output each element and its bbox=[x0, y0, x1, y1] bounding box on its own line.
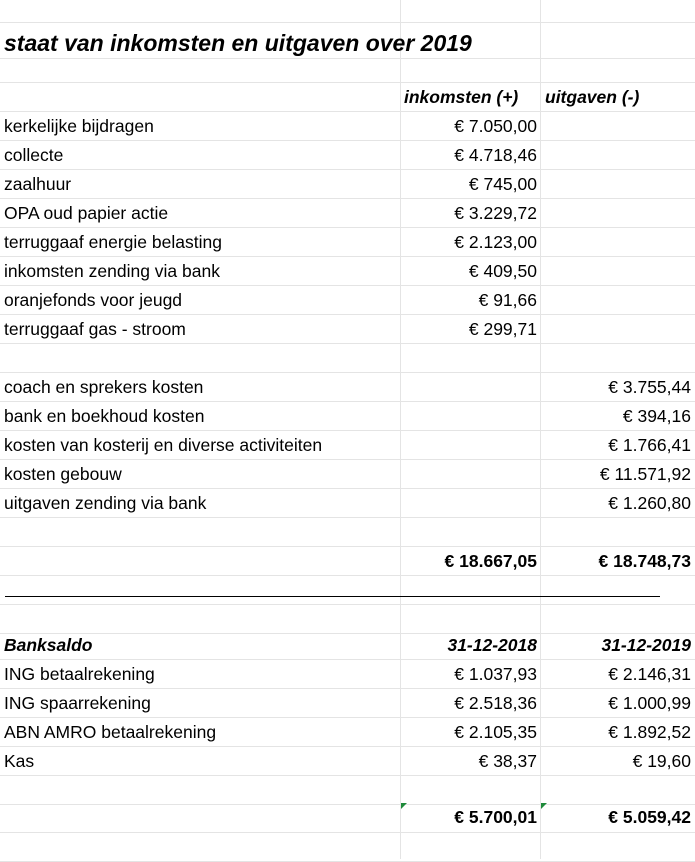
income-amount: € 409,50 bbox=[468, 261, 537, 281]
income-row[interactable] bbox=[0, 199, 695, 228]
grid-row[interactable] bbox=[0, 833, 695, 862]
row-label: OPA oud papier actie bbox=[4, 203, 169, 223]
income-row[interactable] bbox=[0, 112, 695, 141]
grid-row[interactable] bbox=[0, 59, 695, 83]
row-label: terruggaaf energie belasting bbox=[4, 232, 222, 252]
income-total: € 18.667,05 bbox=[444, 551, 537, 571]
income-amount: € 745,00 bbox=[468, 174, 537, 194]
income-row[interactable] bbox=[0, 315, 695, 344]
grid-row[interactable] bbox=[0, 605, 695, 634]
bank-header-row[interactable] bbox=[0, 631, 695, 660]
income-amount: € 4.718,46 bbox=[454, 145, 537, 165]
expenses-header: uitgaven (-) bbox=[545, 87, 640, 107]
row-label: terruggaaf gas - stroom bbox=[4, 319, 186, 339]
income-row[interactable] bbox=[0, 257, 695, 286]
income-amount: € 299,71 bbox=[468, 319, 537, 339]
bank-date-2018: 31-12-2018 bbox=[447, 635, 537, 655]
expense-amount: € 1.260,80 bbox=[608, 493, 691, 513]
row-label: kosten gebouw bbox=[4, 464, 122, 484]
balance-2019: € 2.146,31 bbox=[608, 664, 691, 684]
header-row[interactable] bbox=[0, 83, 695, 112]
grid-row[interactable] bbox=[0, 576, 695, 605]
bank-totals-row[interactable] bbox=[0, 803, 695, 833]
expense-amount: € 1.766,41 bbox=[608, 435, 691, 455]
expense-row[interactable] bbox=[0, 402, 695, 431]
bank-date-2019: 31-12-2019 bbox=[601, 635, 691, 655]
sheet-title: staat van inkomsten en uitgaven over 2019 bbox=[4, 30, 472, 56]
expense-amount: € 394,16 bbox=[622, 406, 691, 426]
bank-total-2019: € 5.059,42 bbox=[608, 807, 691, 827]
bank-row[interactable] bbox=[0, 718, 695, 747]
income-amount: € 7.050,00 bbox=[454, 116, 537, 136]
income-row[interactable] bbox=[0, 141, 695, 170]
bank-row[interactable] bbox=[0, 660, 695, 689]
expenses-total: € 18.748,73 bbox=[598, 551, 691, 571]
row-label: kerkelijke bijdragen bbox=[4, 116, 154, 136]
expense-row[interactable] bbox=[0, 460, 695, 489]
expense-row[interactable] bbox=[0, 431, 695, 460]
balance-2018: € 38,37 bbox=[478, 751, 537, 771]
balance-2019: € 1.892,52 bbox=[608, 722, 691, 742]
balance-2018: € 2.105,35 bbox=[454, 722, 537, 742]
grid-row[interactable] bbox=[0, 776, 695, 805]
totals-row[interactable] bbox=[0, 547, 695, 576]
row-label: inkomsten zending via bank bbox=[4, 261, 220, 281]
separator-line bbox=[5, 596, 660, 597]
row-label: kosten van kosterij en diverse activiteiten bbox=[4, 435, 323, 455]
grid-row[interactable] bbox=[0, 344, 695, 373]
income-amount: € 3.229,72 bbox=[454, 203, 537, 223]
balance-2018: € 1.037,93 bbox=[454, 664, 537, 684]
income-header: inkomsten (+) bbox=[404, 87, 519, 107]
expense-row[interactable] bbox=[0, 373, 695, 402]
row-label: bank en boekhoud kosten bbox=[4, 406, 205, 426]
income-row[interactable] bbox=[0, 286, 695, 315]
balance-2019: € 19,60 bbox=[632, 751, 691, 771]
income-amount: € 91,66 bbox=[478, 290, 537, 310]
row-label: zaalhuur bbox=[4, 174, 72, 194]
row-label: ABN AMRO betaalrekening bbox=[4, 722, 217, 742]
row-label: coach en sprekers kosten bbox=[4, 377, 204, 397]
row-label: oranjefonds voor jeugd bbox=[4, 290, 183, 310]
grid-row[interactable] bbox=[0, 518, 695, 547]
bank-section-title: Banksaldo bbox=[4, 635, 93, 655]
row-label: collecte bbox=[4, 145, 64, 165]
row-label: Kas bbox=[4, 751, 35, 771]
income-row[interactable] bbox=[0, 228, 695, 257]
expense-amount: € 3.755,44 bbox=[608, 377, 691, 397]
balance-2018: € 2.518,36 bbox=[454, 693, 537, 713]
balance-2019: € 1.000,99 bbox=[608, 693, 691, 713]
grid-row[interactable] bbox=[0, 0, 695, 23]
bank-row[interactable] bbox=[0, 689, 695, 718]
row-label: ING spaarrekening bbox=[4, 693, 151, 713]
bank-total-2018: € 5.700,01 bbox=[454, 807, 537, 827]
row-label: uitgaven zending via bank bbox=[4, 493, 207, 513]
income-row[interactable] bbox=[0, 170, 695, 199]
row-label: ING betaalrekening bbox=[4, 664, 155, 684]
expense-row[interactable] bbox=[0, 489, 695, 518]
income-amount: € 2.123,00 bbox=[454, 232, 537, 252]
bank-row[interactable] bbox=[0, 747, 695, 776]
expense-amount: € 11.571,92 bbox=[599, 464, 691, 484]
